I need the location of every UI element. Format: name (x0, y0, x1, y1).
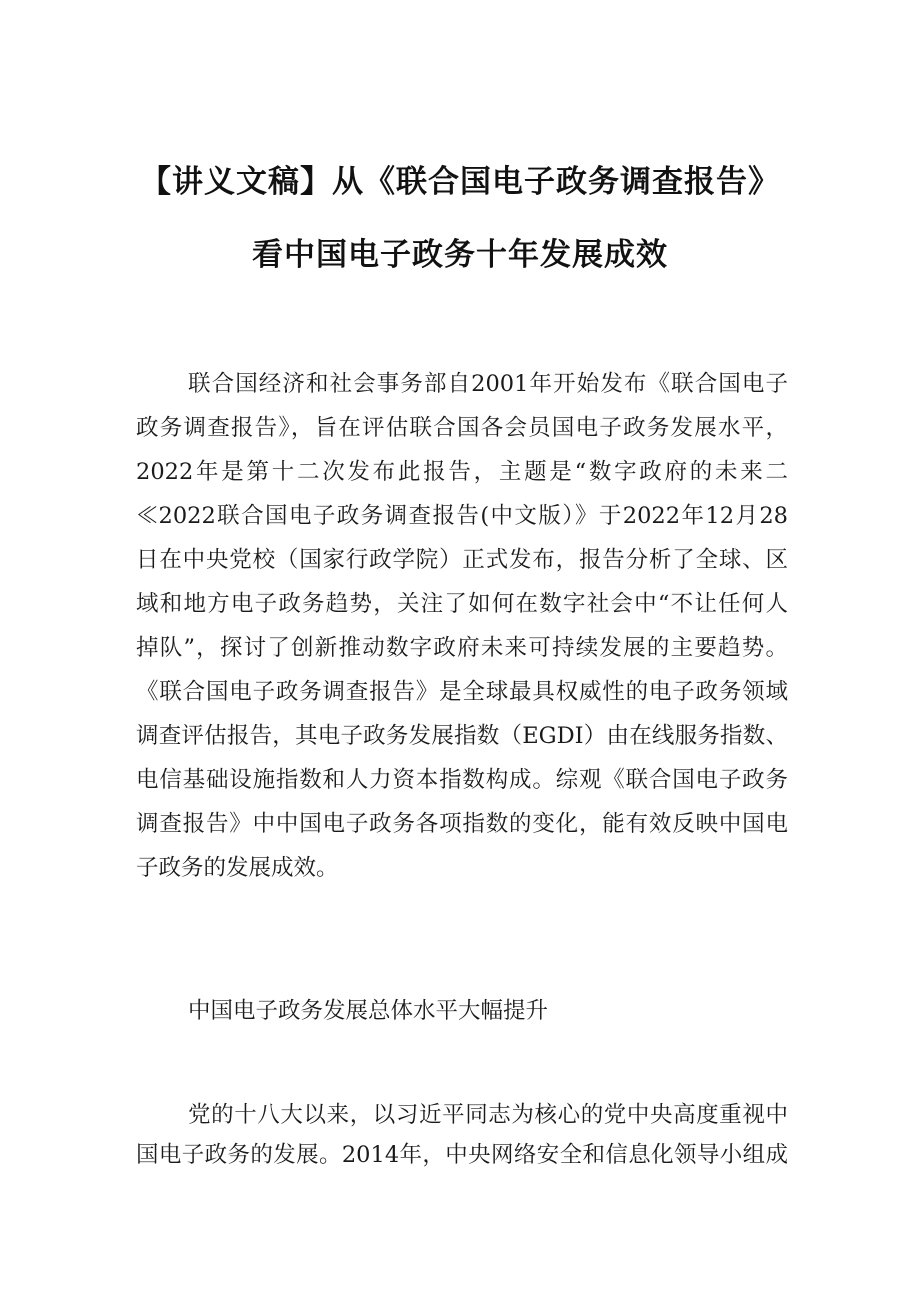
paragraph-line: 调查评估报告，其电子政务发展指数（EGDI）由在线服务指数、 (136, 723, 788, 749)
paragraph-line: 政务调查报告》，旨在评估联合国各会员国电子政务发展水平， (136, 415, 788, 441)
paragraph-line: 《联合国电子政务调查报告》是全球最具权威性的电子政务领域 (136, 679, 788, 705)
paragraph-line: 电信基础设施指数和人力资本指数构成。综观《联合国电子政务 (136, 767, 788, 793)
paragraph-line: 日在中央党校（国家行政学院）正式发布，报告分析了全球、区 (136, 547, 788, 573)
paragraph-line: 国电子政务的发展。2014年，中央网络安全和信息化领导小组成 (136, 1142, 788, 1168)
paragraph-line: 调查报告》中中国电子政务各项指数的变化，能有效反映中国电 (136, 811, 788, 837)
paragraph-line: 党的十八大以来，以习近平同志为核心的党中央高度重视中 (188, 1102, 788, 1128)
document-title-line-2: 看中国电子政务十年发展成效 (252, 237, 668, 273)
document-title-line-1: 【讲义文稿】从《联合国电子政务调查报告》 (140, 164, 780, 200)
paragraph-line: 掉队”，探讨了创新推动数字政府未来可持续发展的主要趋势。 (136, 635, 788, 661)
paragraph-line: 域和地方电子政务趋势，关注了如何在数字社会中“不让任何人 (136, 591, 788, 617)
paragraph-line: 2022年是第十二次发布此报告，主题是“数字政府的未来二 (136, 459, 788, 485)
paragraph-line: 子政务的发展成效。 (136, 855, 339, 881)
paragraph-line: ≪2022联合国电子政务调查报告(中文版）》于2022年12月28 (136, 503, 788, 529)
paragraph-line: 联合国经济和社会事务部自2001年开始发布《联合国电子 (188, 371, 788, 397)
section-heading: 中国电子政务发展总体水平大幅提升 (188, 998, 549, 1024)
